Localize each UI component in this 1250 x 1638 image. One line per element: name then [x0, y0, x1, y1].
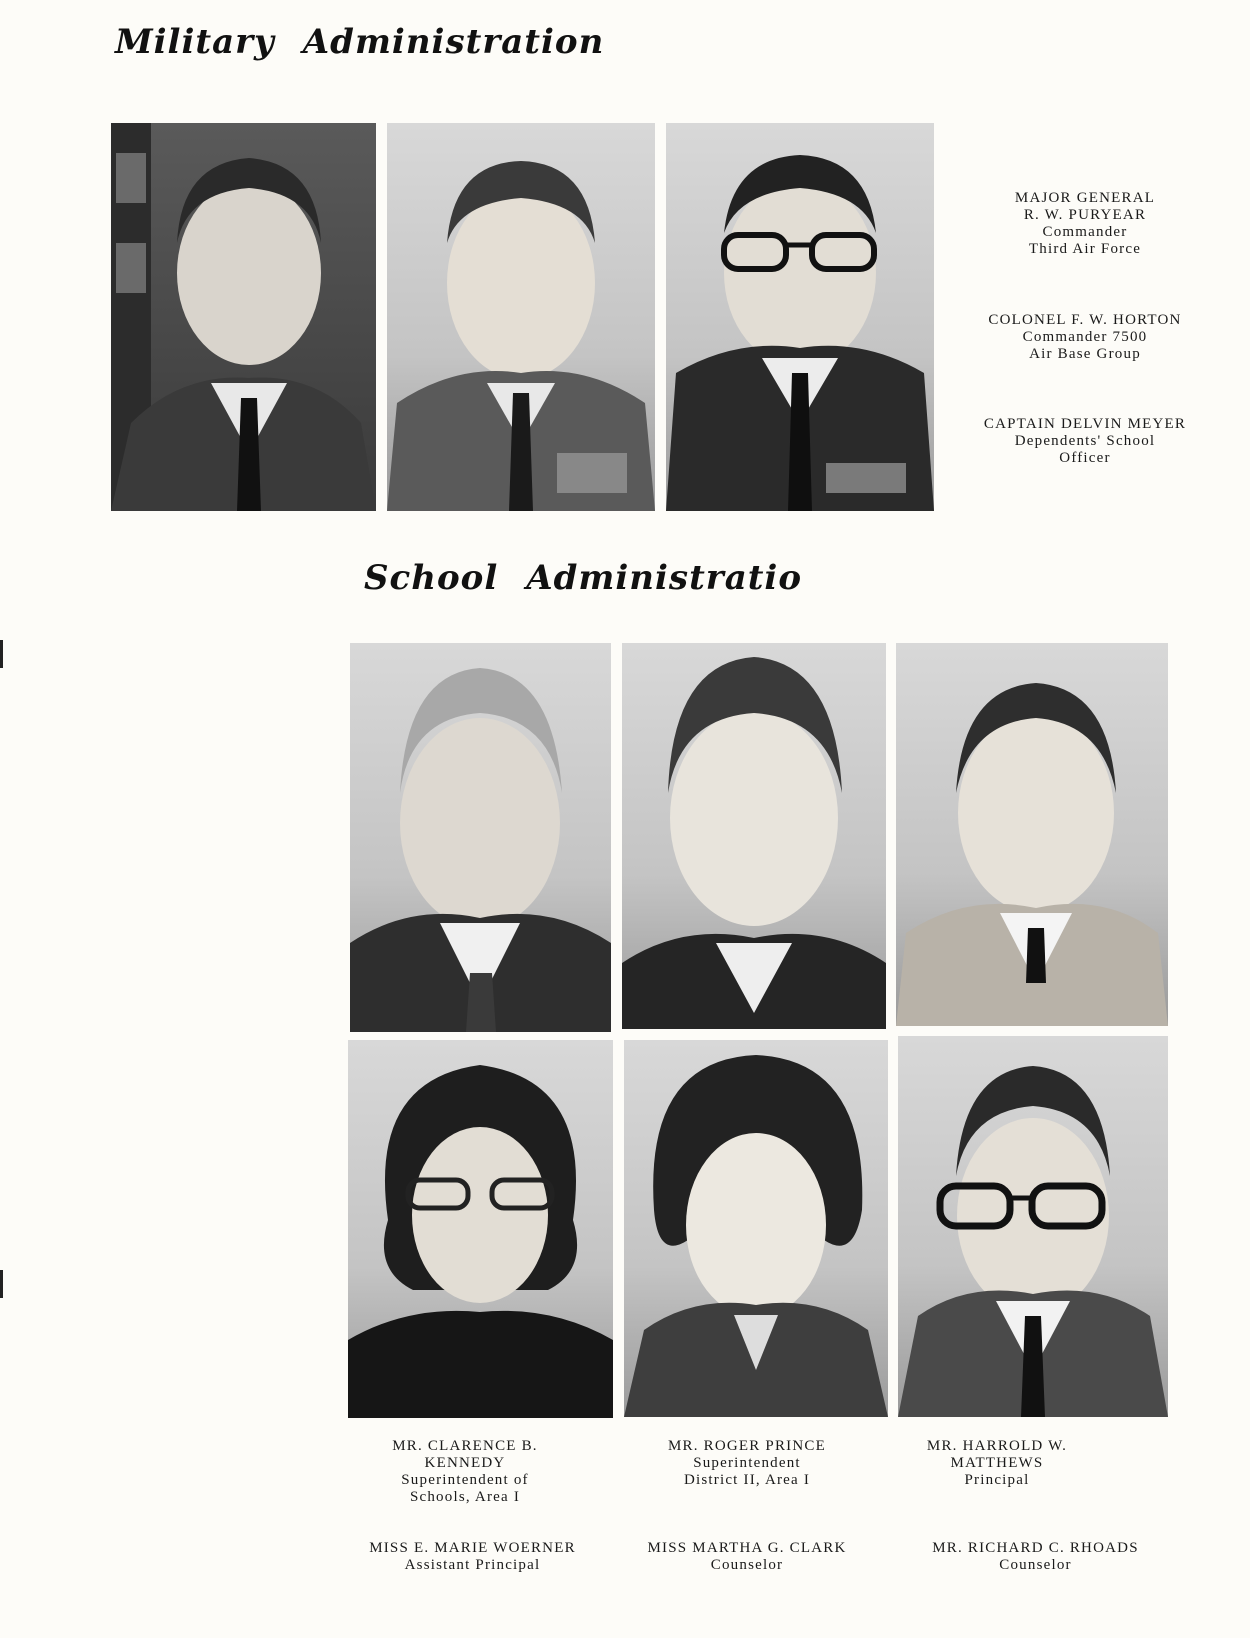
school-heading: [364, 558, 802, 598]
caption-kennedy: [330, 1438, 600, 1506]
caption-line: Assistant Principal: [404, 1557, 541, 1573]
binding-mark-top: [0, 640, 3, 668]
caption-clark: [612, 1540, 882, 1574]
school-heading-word2: Administratio: [526, 558, 803, 598]
caption-line: R. W. PURYEAR: [1023, 207, 1147, 223]
portrait-woerner: [348, 1040, 613, 1418]
portrait-meyer: [666, 123, 934, 511]
portrait-prince: [622, 643, 886, 1029]
caption-matthews: [862, 1438, 1132, 1489]
caption-line: MR. RICHARD C. RHOADS: [932, 1540, 1139, 1556]
caption-line: MAJOR GENERAL: [1014, 190, 1156, 206]
caption-line: Superintendent: [693, 1455, 801, 1471]
school-heading-word1: School: [364, 558, 499, 598]
portrait-kennedy: [350, 643, 611, 1032]
caption-line: Dependents' School: [1014, 433, 1156, 449]
caption-line: MISS MARTHA G. CLARK: [647, 1540, 847, 1556]
portrait-puryear: [111, 123, 376, 511]
caption-line: KENNEDY: [424, 1455, 506, 1471]
caption-line: Principal: [964, 1472, 1030, 1488]
caption-line: Counselor: [999, 1557, 1072, 1573]
caption-line: Commander 7500: [1022, 329, 1148, 345]
military-heading: [115, 22, 604, 62]
binding-mark-bottom: [0, 1270, 3, 1298]
caption-woerner: [330, 1540, 615, 1574]
caption-line: CAPTAIN DELVIN MEYER: [983, 416, 1187, 432]
caption-line: MR. CLARENCE B.: [392, 1438, 538, 1454]
military-heading-word1: Military: [115, 22, 275, 62]
military-heading-word2: Administration: [302, 22, 605, 62]
caption-line: COLONEL F. W. HORTON: [988, 312, 1182, 328]
caption-line: MR. HARROLD W.: [926, 1438, 1068, 1454]
caption-rhoads: [898, 1540, 1173, 1574]
caption-line: Commander: [1042, 224, 1128, 240]
caption-line: MISS E. MARIE WOERNER: [369, 1540, 576, 1556]
caption-meyer: [960, 416, 1210, 467]
caption-line: Third Air Force: [1028, 241, 1142, 257]
caption-puryear: [960, 190, 1210, 258]
portrait-clark: [624, 1040, 888, 1417]
portrait-matthews: [896, 643, 1168, 1026]
caption-line: Superintendent of: [401, 1472, 529, 1488]
portrait-rhoads: [898, 1036, 1168, 1417]
caption-horton: [960, 312, 1210, 363]
caption-line: Schools, Area I: [409, 1489, 521, 1505]
caption-prince: [612, 1438, 882, 1489]
caption-line: MR. ROGER PRINCE: [668, 1438, 826, 1454]
portrait-horton: [387, 123, 655, 511]
caption-line: Counselor: [710, 1557, 784, 1573]
caption-line: MATTHEWS: [950, 1455, 1044, 1471]
caption-line: Officer: [1059, 450, 1111, 466]
caption-line: Air Base Group: [1029, 346, 1141, 362]
caption-line: District II, Area I: [683, 1472, 811, 1488]
